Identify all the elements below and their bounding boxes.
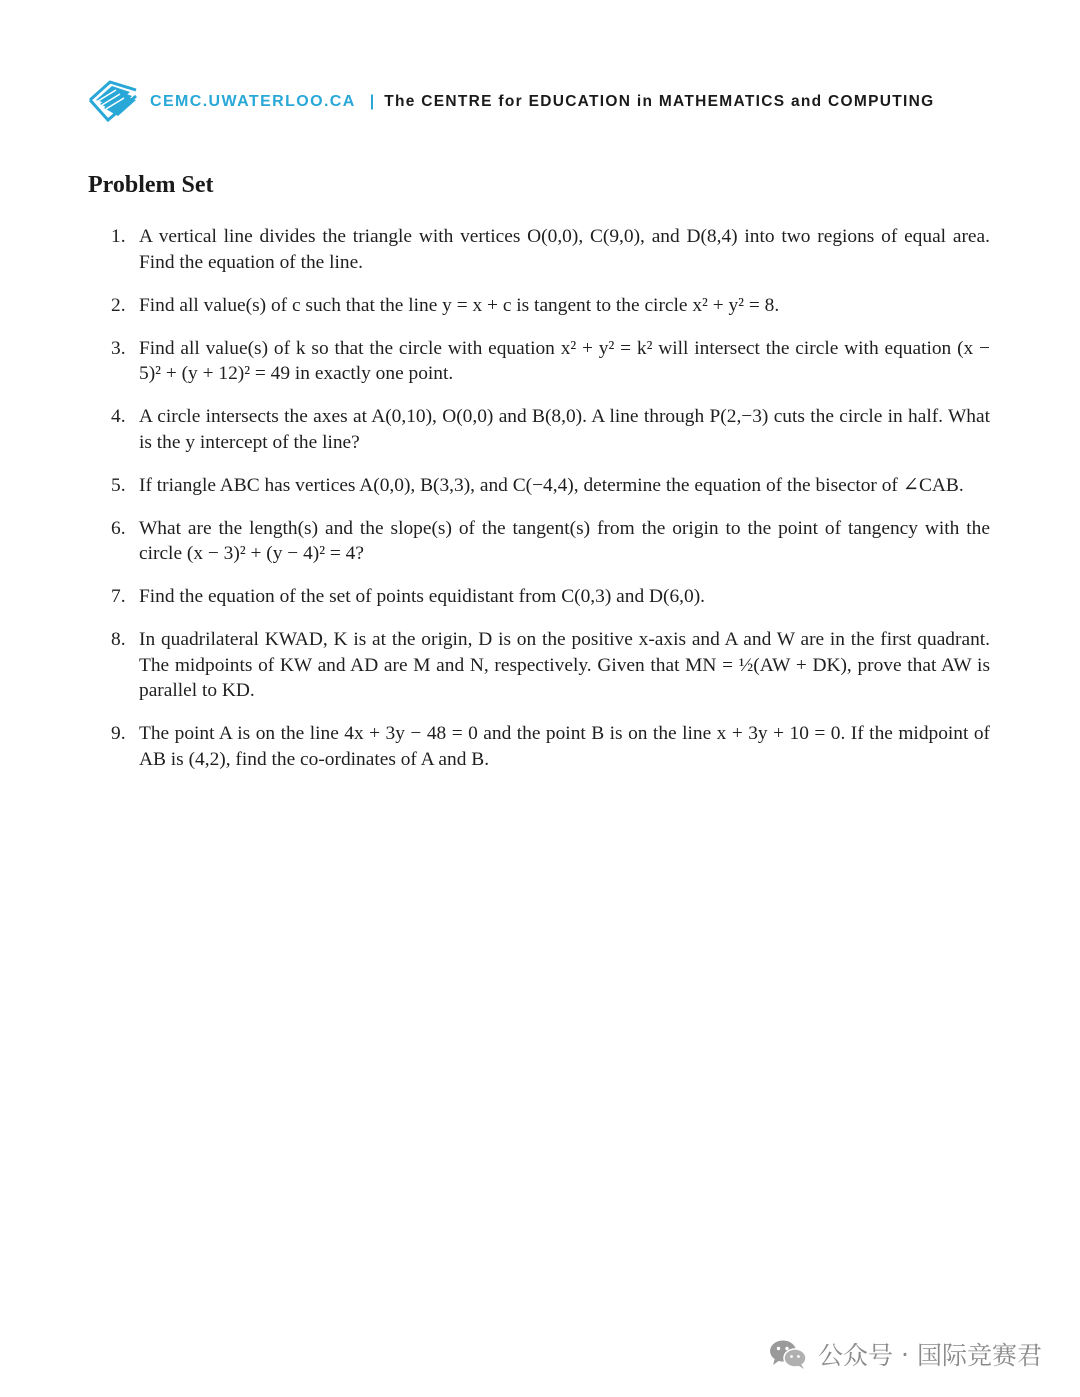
page-title: Problem Set [88,172,214,198]
problem-item [106,473,990,499]
problem-number: 3. [111,337,126,359]
watermark-footer [768,1336,1042,1372]
problem-item [106,584,990,610]
wechat-icon [768,1338,808,1370]
page-header [86,76,996,128]
centre-name: The CENTRE for EDUCATION in MATHEMATICS and COMPUTING [384,93,935,110]
problem-text: A vertical line divides the triangle with vertices O(0,0), C(9,0), and D(8,4) into two regions of equal area. Find the equation of the line. [139,226,990,273]
problem-text: What are the length(s) and the slope(s) of the tangent(s) from the origin to the point of tangency with the circle (x − 3)² + (y − 4)² = 4? [139,517,990,564]
problem-text: A circle intersects the axes at A(0,10), O(0,0) and B(8,0). A line through P(2,−3) cuts the circle in half. What is the y intercept of the line? [139,406,990,453]
problem-text: In quadrilateral KWAD, K is at the origin, D is on the positive x-axis and A and W are in the first quadrant. The midpoints of KW and AD are M and N, respectively. Given that MN = ½(AW + DK), prove that AW is parallel to KD. [139,629,990,701]
problem-number: 7. [111,586,126,607]
problem-number: 4. [111,406,126,427]
watermark-dot: · [901,1339,909,1369]
problem-number: 1. [111,226,126,247]
problem-number: 9. [111,723,126,744]
problem-text: Find the equation of the set of points equidistant from C(0,3) and D(6,0). [139,586,706,607]
problem-number: 2. [111,294,126,316]
problem-item [106,627,990,704]
watermark-label: 公众号 [818,1341,894,1370]
problem-item [106,293,990,319]
problem-list [106,224,990,790]
cemc-logo-icon [86,76,144,128]
problem-item [106,721,990,772]
problem-text: Find all value(s) of c such that the line y = x + c is tangent to the circle x² + y² = 8. [139,294,780,316]
watermark-account: 国际竞赛君 [916,1341,1042,1370]
problem-item [106,224,990,275]
problem-item [106,516,990,567]
header-separator: | [369,93,375,110]
problem-text: The point A is on the line 4x + 3y − 48 = 0 and the point B is on the line x + 3y + 10 = 0. If the midpoint of AB is (4,2), find the co-ordinates of A and B. [139,723,990,770]
problem-number: 6. [111,517,126,539]
problem-text: If triangle ABC has vertices A(0,0), B(3,3), and C(−4,4), determine the equation of the bisector of ∠CAB. [139,474,964,496]
problem-item [106,336,990,387]
problem-number: 5. [111,474,126,496]
problem-item [106,404,990,455]
problem-number: 8. [111,629,126,650]
problem-text: Find all value(s) of k so that the circle with equation x² + y² = k² will intersect the circle with equation (x − 5)² + (y + 12)² = 49 in exactly one point. [139,337,990,384]
site-link[interactable]: CEMC.UWATERLOO.CA [150,93,356,110]
